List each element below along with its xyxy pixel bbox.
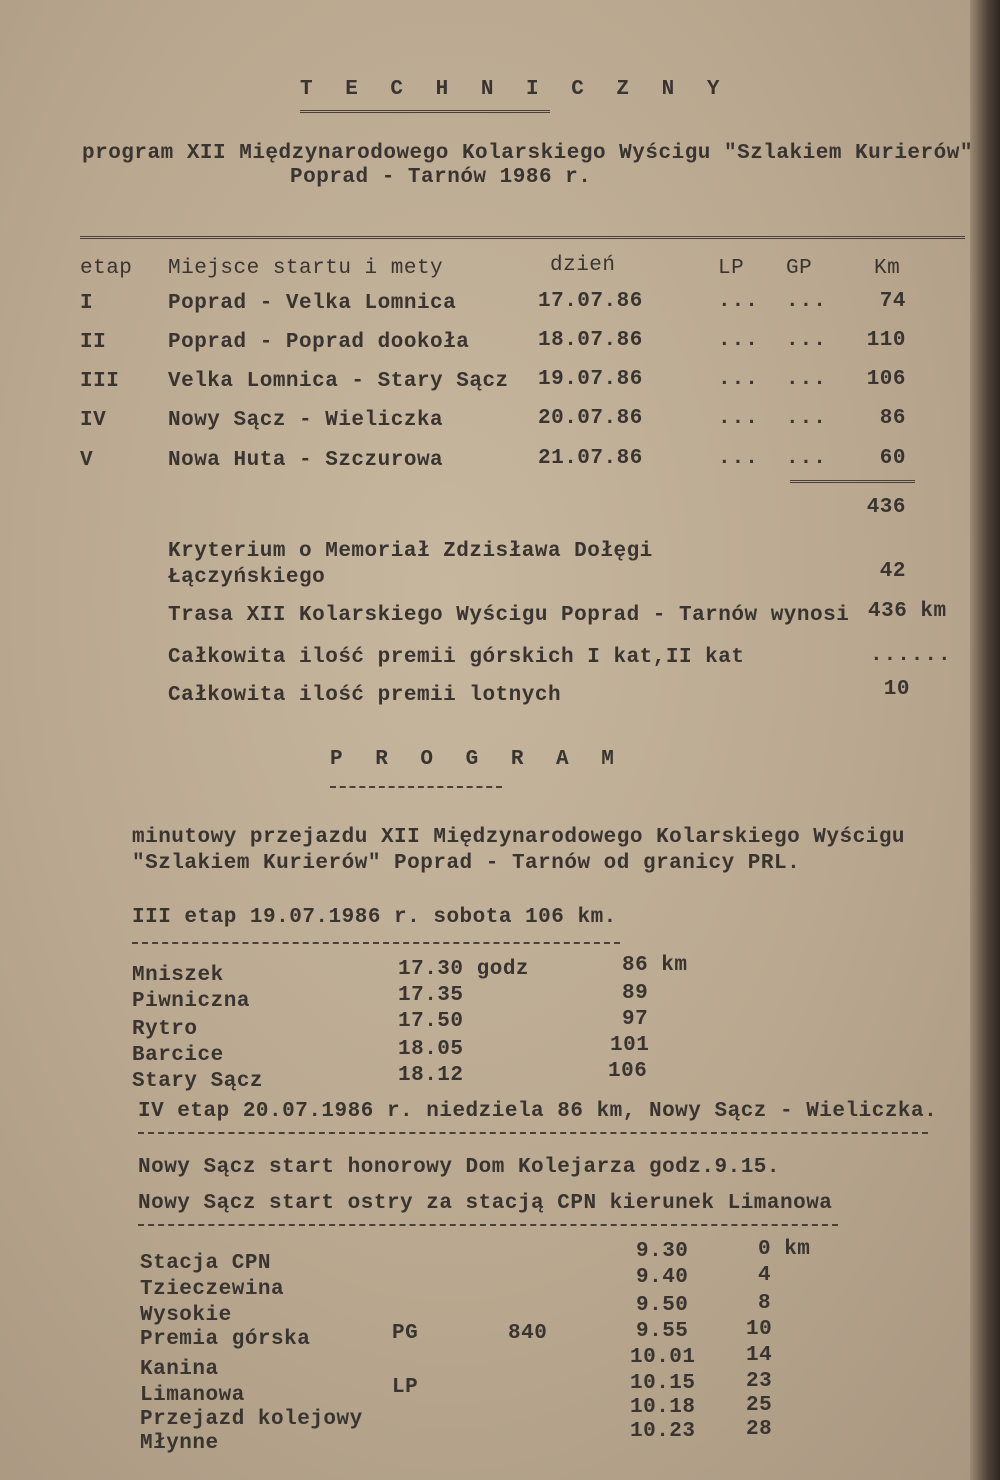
cell-lp: ... [718, 290, 759, 313]
cell-km: 110 [866, 329, 906, 352]
stage4-start-rule [138, 1224, 838, 1226]
sum-rule [790, 480, 915, 483]
cell-etap: I [80, 292, 94, 315]
cell-dzien: 21.07.86 [538, 447, 643, 470]
document-title: T E C H N I C Z N Y [300, 78, 730, 101]
cell-km: 106 [866, 368, 906, 391]
cell-etap: V [80, 449, 94, 472]
cell-km: 86 [879, 407, 906, 430]
header-lp: LP [718, 257, 745, 280]
place: Stary Sącz [132, 1070, 264, 1093]
km: 97 [622, 1008, 649, 1031]
cell-etap: III [80, 370, 120, 393]
km: 28 [746, 1418, 773, 1441]
stage3-heading: III etap 19.07.1986 r. sobota 106 km. [132, 906, 617, 929]
code: PG [392, 1322, 419, 1345]
time: 10.15 [630, 1372, 696, 1395]
subtitle-line-1: program XII Międzynarodowego Kolarskiego Wyścigu "Szlakiem Kurierów" [82, 142, 973, 165]
kryterium-km: 42 [879, 560, 906, 583]
program-intro-line-2: "Szlakiem Kurierów" Poprad - Tarnów od granicy PRL. [132, 852, 801, 875]
cell-etap: IV [80, 409, 107, 432]
km: 0 km [758, 1238, 811, 1261]
cell-etap: II [80, 331, 107, 354]
header-dzien: dzień [550, 254, 616, 277]
place: Stacja CPN [140, 1252, 272, 1275]
km: 25 [746, 1394, 773, 1417]
cell-lp: ... [718, 447, 759, 470]
kryterium-line-2: Łączyńskiego [168, 566, 326, 589]
cell-miejsce: Poprad - Poprad dookoła [168, 331, 470, 354]
cell-gp: ... [786, 290, 827, 313]
time: 10.18 [630, 1396, 696, 1419]
program-title: P R O G R A M [330, 748, 624, 771]
trasa-text: Trasa XII Kolarskiego Wyścigu Poprad - Tarnów wynosi [168, 604, 850, 627]
cell-lp: ... [718, 329, 759, 352]
cell-gp: ... [786, 447, 827, 470]
time: 10.23 [630, 1420, 696, 1443]
cell-dzien: 19.07.86 [538, 368, 643, 391]
km: 14 [746, 1344, 773, 1367]
cell-lp: ... [718, 407, 759, 430]
stage3-rule [132, 942, 620, 944]
time: 9.30 [636, 1240, 689, 1263]
title-underline [300, 110, 550, 113]
cell-gp: ... [786, 407, 827, 430]
cell-miejsce: Nowy Sącz - Wieliczka [168, 409, 444, 432]
stage4-start-1: Nowy Sącz start honorowy Dom Kolejarza godz.9.15. [138, 1156, 781, 1179]
header-miejsce: Miejsce startu i mety [168, 257, 444, 280]
cell-gp: ... [786, 329, 827, 352]
time: 18.05 [398, 1038, 464, 1061]
place: Wysokie [140, 1304, 232, 1327]
altitude: 840 [508, 1322, 548, 1345]
place: Limanowa [140, 1384, 245, 1407]
header-etap: etap [80, 257, 133, 280]
place: Tzieczewina [140, 1278, 285, 1301]
lotne-value: 10 [883, 678, 910, 701]
km: 101 [610, 1034, 650, 1057]
cell-dzien: 18.07.86 [538, 329, 643, 352]
time: 9.50 [636, 1294, 689, 1317]
kryterium-line-1: Kryterium o Memoriał Zdzisława Dołęgi [168, 540, 653, 563]
km: 10 [746, 1318, 773, 1341]
subtitle-line-2: Poprad - Tarnów 1986 r. [290, 166, 592, 189]
cell-dzien: 17.07.86 [538, 290, 643, 313]
place: Przejazd kolejowy [140, 1408, 363, 1431]
cell-miejsce: Poprad - Velka Lomnica [168, 292, 457, 315]
stage4-heading: IV etap 20.07.1986 r. niedziela 86 km, Nowy Sącz - Wieliczka. [138, 1100, 938, 1123]
time: 17.35 [398, 984, 464, 1007]
km: 106 [608, 1060, 648, 1083]
place: Premia górska [140, 1328, 311, 1351]
header-gp: GP [786, 257, 813, 280]
km: 23 [746, 1370, 773, 1393]
cell-km: 74 [879, 290, 906, 313]
place: Młynne [140, 1432, 219, 1455]
stages-total: 436 [866, 496, 906, 519]
place: Piwniczna [132, 990, 250, 1013]
cell-miejsce: Velka Lomnica - Stary Sącz [168, 370, 509, 393]
stage4-rule [138, 1132, 928, 1134]
lotne-text: Całkowita ilość premii lotnych [168, 684, 562, 707]
time: 17.30 godz [398, 958, 530, 981]
cell-dzien: 20.07.86 [538, 407, 643, 430]
program-underline [330, 786, 502, 788]
table-top-rule [80, 236, 965, 239]
time: 9.55 [636, 1320, 689, 1343]
gorskie-value: ...... [870, 644, 952, 667]
cell-miejsce: Nowa Huta - Szczurowa [168, 449, 444, 472]
code: LP [392, 1376, 419, 1399]
place: Mniszek [132, 964, 224, 987]
km: 8 [758, 1292, 772, 1315]
time: 9.40 [636, 1266, 689, 1289]
stage4-start-2: Nowy Sącz start ostry za stacją CPN kierunek Limanowa [138, 1192, 833, 1215]
cell-lp: ... [718, 368, 759, 391]
cell-km: 60 [879, 447, 906, 470]
cell-gp: ... [786, 368, 827, 391]
time: 10.01 [630, 1346, 696, 1369]
km: 86 km [622, 954, 688, 977]
km: 89 [622, 982, 649, 1005]
header-km: Km [874, 257, 901, 280]
trasa-km: 436 km [868, 600, 947, 623]
place: Kanina [140, 1358, 219, 1381]
place: Rytro [132, 1018, 198, 1041]
program-intro-line-1: minutowy przejazdu XII Międzynarodowego Kolarskiego Wyścigu [132, 826, 906, 849]
page-edge-shadow [970, 0, 1000, 1480]
time: 17.50 [398, 1010, 464, 1033]
time: 18.12 [398, 1064, 464, 1087]
gorskie-text: Całkowita ilość premii górskich I kat,II kat [168, 646, 745, 669]
place: Barcice [132, 1044, 224, 1067]
km: 4 [758, 1264, 772, 1287]
